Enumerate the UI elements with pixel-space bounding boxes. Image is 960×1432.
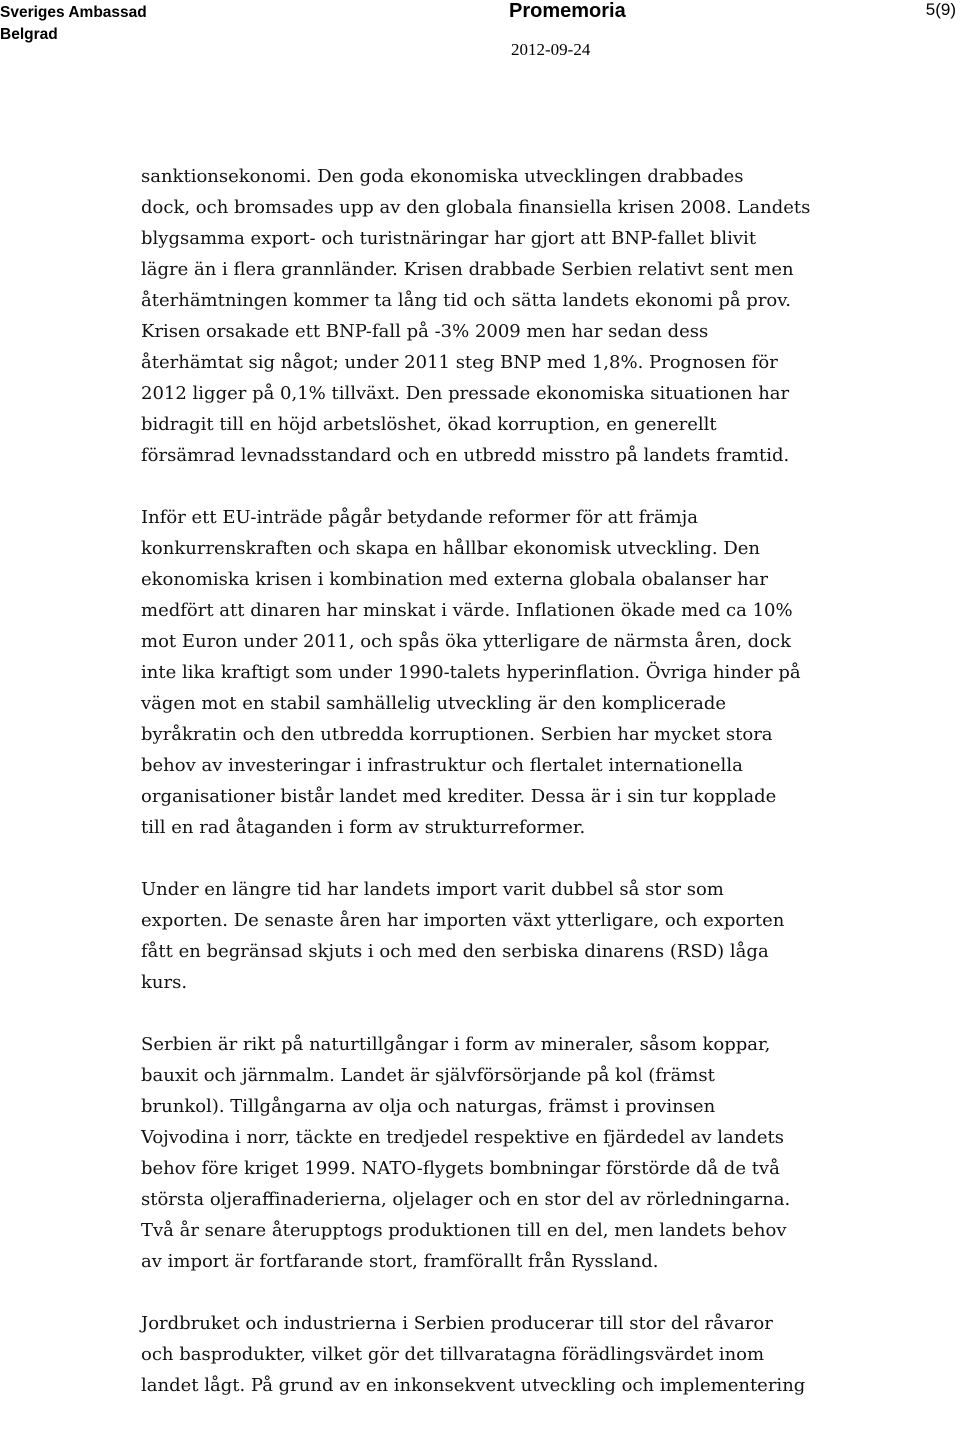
text-line: byråkratin och den utbredda korruptionen. Serbien har mycket stora <box>141 724 773 745</box>
text-line: bidragit till en höjd arbetslöshet, ökad korruption, en generellt <box>141 414 717 435</box>
page-number: 5(9) <box>925 0 956 19</box>
text-line: dock, och bromsades upp av den globala finansiella krisen 2008. Landets <box>141 197 811 218</box>
text-line: försämrad levnadsstandard och en utbredd misstro på landets framtid. <box>141 445 790 466</box>
text-line: Inför ett EU-inträde pågår betydande reformer för att främja <box>141 507 698 528</box>
text-line: mot Euron under 2011, och spås öka ytterligare de närmsta åren, dock <box>141 631 791 652</box>
text-line: Serbien är rikt på naturtillgångar i form av mineraler, såsom koppar, <box>141 1034 771 1055</box>
text-line: och basprodukter, vilket gör det tillvaratagna förädlingsvärdet inom <box>141 1344 765 1365</box>
paragraph <box>141 161 853 471</box>
text-line: blygsamma export- och turistnäringar har gjort att BNP-fallet blivit <box>141 228 757 249</box>
text-line: kurs. <box>141 972 188 993</box>
text-line: till en rad åtaganden i form av strukturreformer. <box>141 817 586 838</box>
text-line: av import är fortfarande stort, framförallt från Ryssland. <box>141 1251 659 1272</box>
org-location: Belgrad <box>0 26 58 43</box>
text-line: exporten. De senaste åren har importen växt ytterligare, och exporten <box>141 910 785 931</box>
paragraph <box>141 502 853 843</box>
text-line: största oljeraffinaderierna, oljelager och en stor del av rörledningarna. <box>141 1189 791 1210</box>
paragraph <box>141 874 853 998</box>
text-line: Under en längre tid har landets import varit dubbel så stor som <box>141 879 724 900</box>
text-line: 2012 ligger på 0,1% tillväxt. Den pressade ekonomiska situationen har <box>141 383 790 404</box>
paragraph <box>141 1029 853 1277</box>
text-line: vägen mot en stabil samhällelig utveckling är den komplicerade <box>141 693 727 714</box>
text-line: behov före kriget 1999. NATO-flygets bombningar förstörde då de två <box>141 1158 780 1179</box>
org-name: Sveriges Ambassad <box>0 4 147 21</box>
document-date: 2012-09-24 <box>511 40 591 59</box>
text-line: inte lika kraftigt som under 1990-talets hyperinflation. Övriga hinder på <box>141 662 801 683</box>
text-line: Krisen orsakade ett BNP-fall på -3% 2009 men har sedan dess <box>141 321 709 342</box>
text-line: landet lågt. På grund av en inkonsekvent utveckling och implementering <box>141 1375 806 1396</box>
document-title: Promemoria <box>509 0 626 22</box>
paragraph <box>141 1308 853 1401</box>
text-line: Vojvodina i norr, täckte en tredjedel respektive en fjärdedel av landets <box>141 1127 784 1148</box>
text-line: lägre än i flera grannländer. Krisen drabbade Serbien relativt sent men <box>141 259 794 280</box>
document-body <box>141 161 853 1432</box>
text-line: organisationer bistår landet med krediter. Dessa är i sin tur kopplade <box>141 786 777 807</box>
sender-organization <box>0 2 147 46</box>
text-line: sanktionsekonomi. Den goda ekonomiska utvecklingen drabbades <box>141 166 744 187</box>
text-line: medfört att dinaren har minskat i värde. Inflationen ökade med ca 10% <box>141 600 793 621</box>
text-line: Två år senare återupptogs produktionen till en del, men landets behov <box>141 1220 787 1241</box>
text-line: behov av investeringar i infrastruktur och flertalet internationella <box>141 755 743 776</box>
text-line: konkurrenskraften och skapa en hållbar ekonomisk utveckling. Den <box>141 538 761 559</box>
text-line: fått en begränsad skjuts i och med den serbiska dinarens (RSD) låga <box>141 941 769 962</box>
text-line: Jordbruket och industrierna i Serbien producerar till stor del råvaror <box>141 1313 773 1334</box>
text-line: återhämtningen kommer ta lång tid och sätta landets ekonomi på prov. <box>141 290 792 311</box>
text-line: återhämtat sig något; under 2011 steg BNP med 1,8%. Prognosen för <box>141 352 778 373</box>
text-line: brunkol). Tillgångarna av olja och naturgas, främst i provinsen <box>141 1096 716 1117</box>
text-line: bauxit och järnmalm. Landet är självförsörjande på kol (främst <box>141 1065 715 1086</box>
page-header <box>0 0 960 70</box>
text-line: ekonomiska krisen i kombination med externa globala obalanser har <box>141 569 768 590</box>
